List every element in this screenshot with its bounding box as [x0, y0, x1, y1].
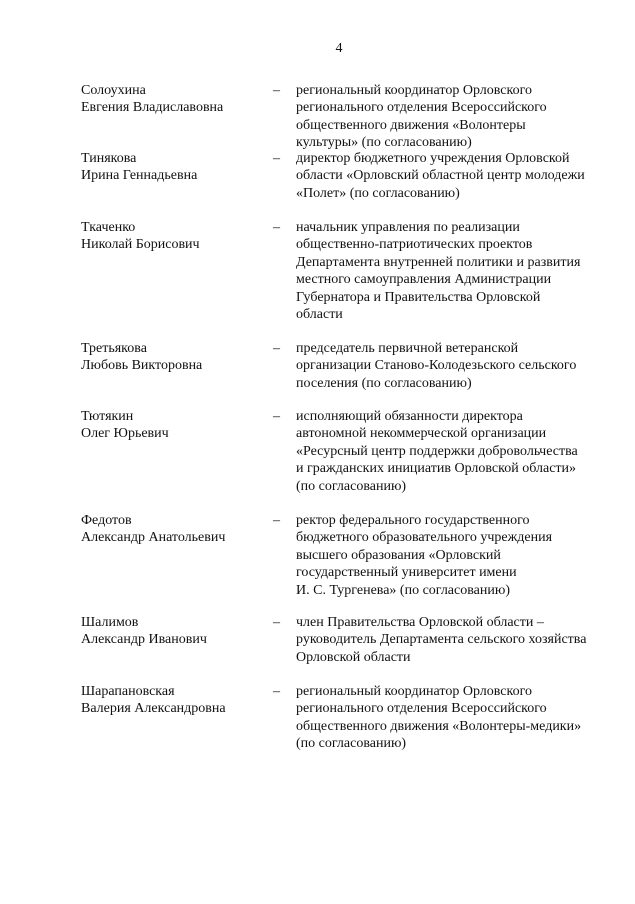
position-line: Орловской области: [296, 649, 411, 665]
member-name: [81, 340, 271, 375]
member-surname: Шарапановская: [81, 684, 175, 699]
position-line: руководитель Департамента сельского хозяйства: [296, 632, 587, 648]
position-line: высшего образования «Орловский: [296, 547, 501, 563]
member-surname: Третьякова: [81, 341, 147, 356]
position-line: области: [296, 307, 343, 323]
member-position: [296, 408, 616, 495]
position-line: член Правительства Орловской области –: [296, 615, 544, 630]
position-line: государственный университет имени: [296, 565, 517, 581]
member-surname: Ткаченко: [81, 220, 136, 235]
position-line: автономной некоммерческой организации: [296, 426, 547, 442]
member-given-name: Валерия Александровна: [81, 701, 226, 717]
member-given-name: Евгения Владиславовна: [81, 100, 224, 116]
member-position: [296, 82, 616, 152]
member-position: [296, 683, 616, 753]
member-name: [81, 219, 271, 254]
separator-dash: –: [273, 151, 280, 166]
page-number: 4: [335, 41, 343, 56]
member-name: [81, 512, 271, 547]
member-given-name: Александр Анатольевич: [81, 530, 226, 546]
member-position: [296, 512, 616, 599]
separator-dash: –: [273, 615, 280, 630]
position-line: и гражданских инициатив Орловской области»: [296, 461, 577, 477]
member-position: [296, 150, 616, 202]
position-line: области «Орловский областной центр молодежи: [296, 168, 585, 184]
member-name: [81, 150, 271, 185]
position-line: регионального отделения Всероссийского: [296, 701, 547, 717]
member-name: [81, 408, 271, 443]
position-line: (по согласованию): [296, 478, 407, 494]
position-line: культуры» (по согласованию): [296, 135, 472, 151]
member-surname: Шалимов: [81, 615, 139, 630]
member-surname: Тинякова: [81, 151, 137, 166]
position-line: начальник управления по реализации: [296, 220, 520, 235]
member-given-name: Олег Юрьевич: [81, 426, 169, 442]
position-line: исполняющий обязанности директора: [296, 409, 523, 424]
separator-dash: –: [273, 684, 280, 699]
position-line: Губернатора и Правительства Орловской: [296, 289, 541, 305]
separator-dash: –: [273, 83, 280, 98]
separator-dash: –: [273, 513, 280, 528]
member-position: [296, 614, 616, 666]
member-surname: Тютякин: [81, 409, 134, 424]
position-line: директор бюджетного учреждения Орловской: [296, 151, 570, 166]
member-given-name: Александр Иванович: [81, 632, 207, 648]
position-line: общественного движения «Волонтеры: [296, 117, 526, 133]
member-given-name: Ирина Геннадьевна: [81, 168, 198, 184]
position-line: (по согласованию): [296, 736, 407, 752]
position-line: Департамента внутренней политики и развития: [296, 254, 581, 270]
position-line: И. С. Тургенева» (по согласованию): [296, 582, 510, 598]
member-surname: Федотов: [81, 513, 132, 528]
member-given-name: Любовь Викторовна: [81, 358, 203, 374]
position-line: региональный координатор Орловского: [296, 684, 532, 699]
position-line: регионального отделения Всероссийского: [296, 100, 547, 116]
member-name: [81, 683, 271, 718]
position-line: организации Станово-Колодезьского сельского: [296, 358, 577, 374]
member-name: [81, 614, 271, 649]
member-position: [296, 219, 616, 323]
separator-dash: –: [273, 341, 280, 356]
position-line: общественно-патриотических проектов: [296, 237, 533, 253]
position-line: председатель первичной ветеранской: [296, 341, 519, 356]
position-line: местного самоуправления Администрации: [296, 272, 552, 288]
position-line: региональный координатор Орловского: [296, 83, 532, 98]
separator-dash: –: [273, 220, 280, 235]
member-surname: Солоухина: [81, 83, 146, 98]
position-line: «Ресурсный центр поддержки добровольчества: [296, 443, 578, 459]
position-line: общественного движения «Волонтеры-медики»: [296, 718, 582, 734]
member-name: [81, 82, 271, 117]
position-line: ректор федерального государственного: [296, 513, 530, 528]
position-line: поселения (по согласованию): [296, 375, 472, 391]
separator-dash: –: [273, 409, 280, 424]
member-position: [296, 340, 616, 392]
position-line: бюджетного образовательного учреждения: [296, 530, 553, 546]
position-line: «Полет» (по согласованию): [296, 185, 460, 201]
member-given-name: Николай Борисович: [81, 237, 200, 253]
